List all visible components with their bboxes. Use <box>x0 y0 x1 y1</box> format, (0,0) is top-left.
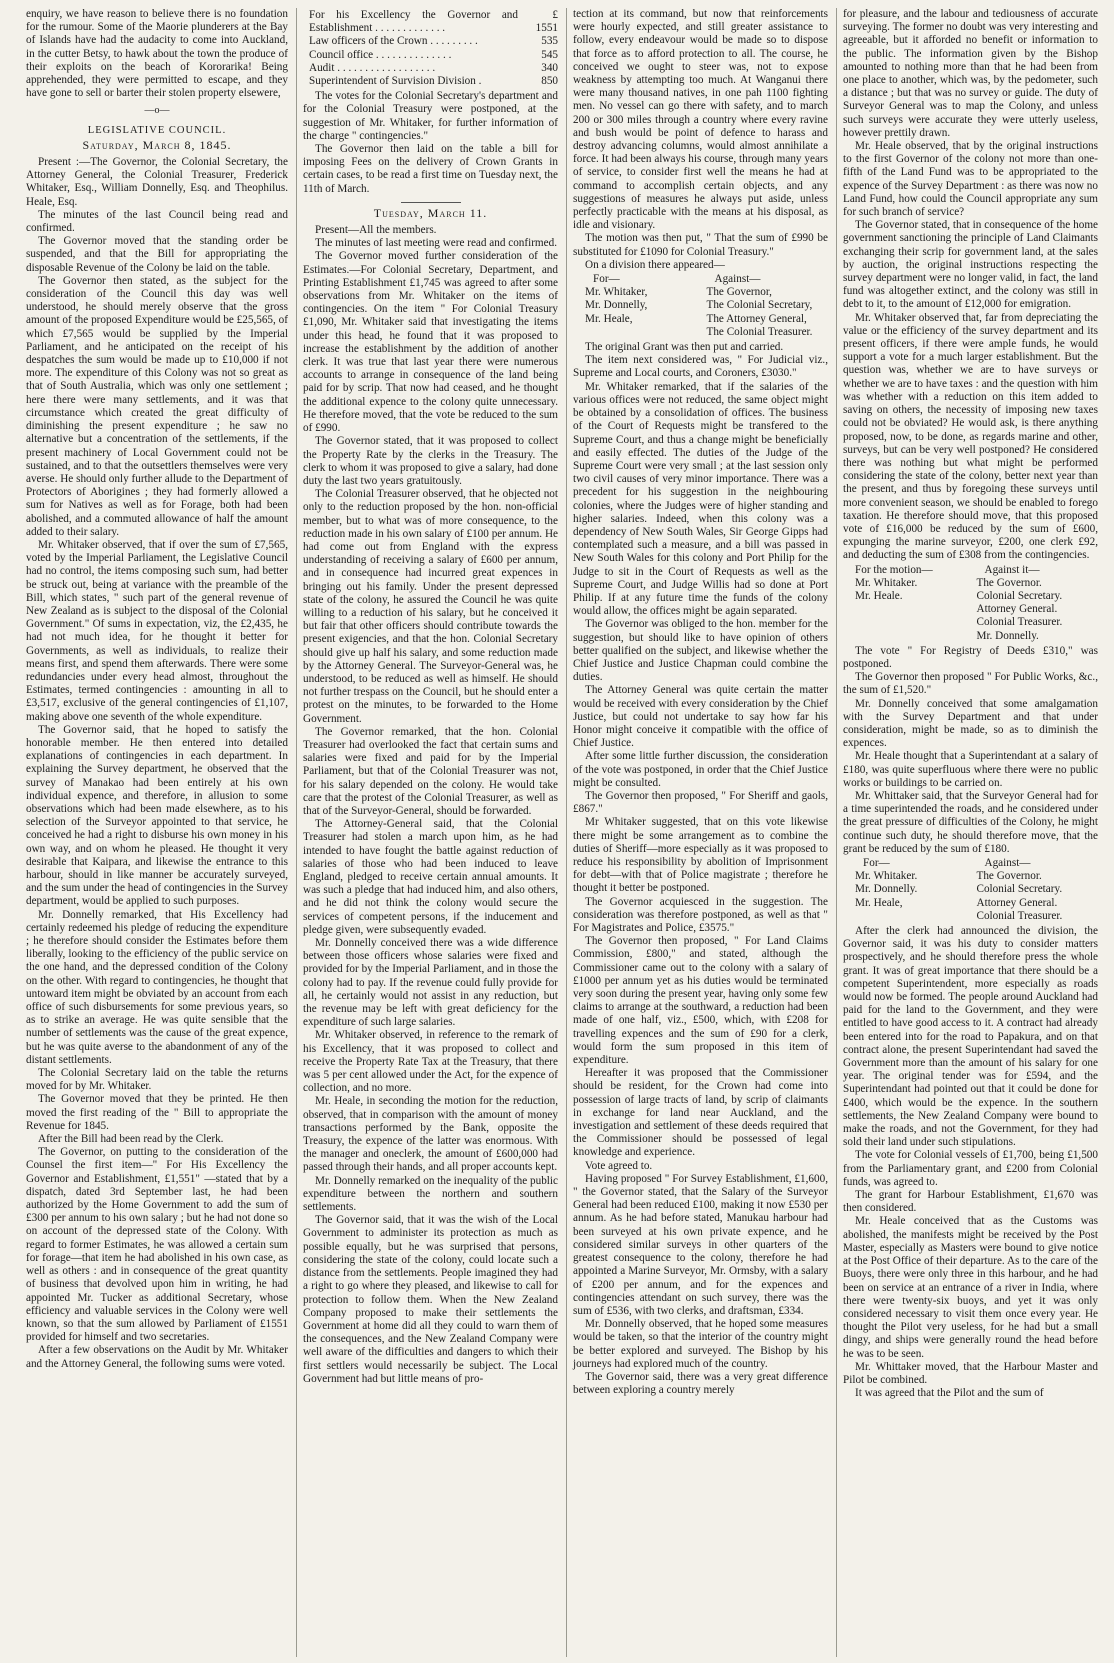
date-heading: Saturday, March 8, 1845. <box>82 137 232 152</box>
currency-mark: £ <box>552 9 558 21</box>
paragraph: After a few observations on the Audit by Mr. Whitaker and the Attorney General, the following sums were voted. <box>26 1344 288 1370</box>
paragraph: The item next considered was, " For Judicial viz., Supreme and Local courts, and Coroners, £3030." <box>573 354 828 380</box>
column-2 <box>296 8 558 1657</box>
paragraph: Mr. Heale conceived that as the Customs was abolished, the manifests might be received by the Post Master, especially as Masters were bound to give notice at the Post Office of their departure. As to the care of the Buoys, there were only three in this harbour, and he had been on service at an entrance of a river in India, where there were twenty-six buoys, and yet it was only considered necessary to visit them once every year. He thought the Pilot very useless, for he had but a small dingy, and ships were generally round the head before he was to be seen. <box>843 1215 1098 1360</box>
paragraph: After the Bill had been read by the Clerk. <box>38 1133 224 1146</box>
vote-against-member: Colonial Treasurer. <box>976 616 1063 629</box>
paragraph: The Governor stated, that in consequence of the home government sanctioning the principle of Land Claimants exchanging their scrip for government land, at the sales by auction, the original instructions respecting the survey department were no longer valid, in fact, the land fund was altogether extinct, and the colony was still in debt to it, to the amount of £12,000 for emigration. <box>843 219 1098 311</box>
estimate-amount: 850 <box>541 75 558 88</box>
vote-for-member: Mr. Whitaker. <box>855 870 918 883</box>
paragraph: The Governor then stated, as the subject for the consideration of the Council this day was well understood, he should merely observe that the gross amount of the proposed Expenditure would be £25,565, of which £7,565 would be supplied by the Imperial Parliament, and he anticipated on the receipt of his despatches the sum would be made up to £10,000 if not more. The expenditure of this Colony was not so great as that of South Australia, which was only one settlement ; here there were many settlements, and it was that circumstance which created the great difficulty of diminishing the present expenditure ; he saw no alternative but a concentration of the settlements, if the present machinery of Local Government could not be sustained, and to that the outsettlers themselves were very averse. He should only further allude to the Department of Protectors of Aborigines ; they had formerly allowed a sum for Natives as well as for Forage, both had been abolished, and a commuted allowance of half the amount added to their salary. <box>26 274 288 538</box>
paragraph: The motion was then put, " That the sum of £990 be substituted for £1090 for Colonial Treasury." <box>573 232 828 258</box>
paragraph: Mr. Heale observed, that by the original instructions to the first Governor of the colony not more than one-fifth of the Land Fund was to be appropriated to the expence of the Survey Department : as there was now no Land Fund, how could the Council appropriate any sum for such branch of service? <box>843 140 1098 219</box>
vote-against-heading: Against it— <box>984 563 1040 576</box>
estimate-label: Council office . . . . . . . . . . . . . . <box>309 48 452 61</box>
estimate-label: Superintendent of Survision Division . <box>309 75 482 88</box>
paragraph: Mr. Whittaker said, that the Surveyor General had for a time superintended the roads, and he considered under the great pressure of difficulties of the Colony, he might continue such duty, he should therefore move, that the grant be reduced by the sum of £180. <box>843 789 1098 855</box>
vote-for-member: Mr. Whitaker, <box>585 286 648 299</box>
estimates-table <box>303 9 558 88</box>
vote-for-heading: For the motion— <box>855 563 933 576</box>
paragraph: Mr Whitaker suggested, that on this vote likewise there might be some arrangement as to combine the duties of Sheriff—more especially as it was proposed to reduce his responsibility by abolition of Imprisonment for debt—with that of Police magistrate ; therefore he thought it better be postponed. <box>573 816 828 895</box>
paragraph: The Governor then laid on the table a bill for imposing Fees on the delivery of Crown Grants in certain cases, to be read a first time on Tuesday next, the 11th of March. <box>303 143 558 195</box>
column-4 <box>836 8 1098 1657</box>
paragraph: The Governor then proposed " For Public Works, &c., the sum of £1,520." <box>843 671 1098 697</box>
estimate-label: Audit . . . . . . . . . . . . . . . . . . <box>309 61 436 74</box>
table-row <box>303 75 558 88</box>
paragraph: The Governor stated, that it was proposed to collect the Property Rate by the clerks in the Treasury. The clerk to whom it was proposed to give a salary, had done duty the last two years gratuitously. <box>303 435 558 487</box>
date-heading: Tuesday, March 11. <box>373 205 488 220</box>
vote-against-member: The Governor, <box>706 286 772 299</box>
paragraph: The Governor said, that it was the wish of the Local Government to administer its protection as much as possible equally, but he was surprised that persons, considering the state of the colony, could locate such a distance from the settlements. People imagined they had a right to go where they pleased, and likewise to call for protection to follow them. When the New Zealand Company proposed to make their settlements the Government at home did all they could to warn them of the consequences, and the New Zealand Company were well aware of the difficulties and dangers to which their first settlers would necessarily be subject. The Local Government had but little means of pro- <box>303 1214 558 1385</box>
table-row <box>303 9 558 35</box>
vote-against-member: The Governor. <box>976 870 1042 883</box>
estimate-label: For his Excellency the Governor and Establishment . . . . . . . . . . . . . <box>309 9 518 35</box>
estimate-amount: 340 <box>541 61 558 74</box>
paragraph: Mr. Whitaker observed, in reference to the remark of his Excellency, that it was proposed to collect and receive the Property Rate Tax at the Treasury, that there was 5 per cent allowed under the Act, for the expence of collection, and no more. <box>303 1029 558 1095</box>
paragraph: After the clerk had announced the division, the Governor said, it was his duty to consider matters prospectively, and he should therefore press the whole grant. It was of great importance that there should be a competent Superintendent, more especially as roads would now be formed. The people around Auckland had paid for the land to the Government, and they were entitled to have good access to it. A contract had already been entered into for the road to Papakura, and on that contract alone, the present Superintendant had saved the Government more than the amount of his salary for one year. The original tender was for £594, and the Superintendant had pointed out that it could be done for £400, which would be the expence. In the southern settlements, the New Zealand Company were bound to make the roads, and not the Government, for they had sold their land under such stipulations. <box>843 925 1098 1149</box>
vote-for-member: Mr. Heale, <box>855 896 903 909</box>
division-list <box>855 857 1098 923</box>
section-divider: —o— <box>144 105 170 117</box>
paragraph: The Governor moved that they be printed. He then moved the first reading of the " Bill to appropriate the Revenue for 1845. <box>26 1093 288 1132</box>
table-row <box>303 35 558 48</box>
table-row <box>303 49 558 62</box>
paragraph: On a division there appeared— <box>585 258 725 271</box>
table-row <box>303 62 558 75</box>
paragraph: Mr. Donnelly conceived there was a wide difference between those officers whose salaries were fixed and provided for by the Imperial Parliament, and in those the colony had to pay. If the revenue could fully provide for all, he certainly would not assist in any reduction, but the revenue may be left with great deficiency for the expenditure of such large salaries. <box>303 937 558 1029</box>
vote-against-member: The Colonial Treasurer. <box>706 325 813 338</box>
paragraph: The Governor then proposed, " For Land Claims Commission, £800," and stated, although the Commissioner came out to the colony with a salary of £1000 per annum yet as his duties would be terminated very soon during the present year, having only some few claims to arrange at the southward, a reduction had been made of one half, viz., £500, which, with £208 for travelling expences and the sum of £90 for a clerk, would form the sum proposed in this item of expenditure. <box>573 935 828 1067</box>
vote-for-member: Mr. Donnelly. <box>855 883 918 896</box>
paragraph: The Colonial Treasurer observed, that he objected not only to the reduction proposed by the hon. non-official member, but to what was of more consequence, to the reduction made in his own salary of £100 per annum. He had come out from England with the express understanding of receiving a salary of £600 per annum, and in consequence had incurred great expences in bringing out his family. Under the present depressed state of the colony, he assured the Council he was quite willing to a reduction of his salary, but he conceived it but fair that other officers should contribute towards the present exigencies, and that the hon. Colonial Secretary should give up half his salary, and some reduction made by the Attorney General. The Surveyor-General was, he understood, to be reduced as well as himself. He should not further trespass on the Council, but he should enter a protest on the minutes, to be forwarded to the Home Government. <box>303 488 558 725</box>
paragraph: It was agreed that the Pilot and the sum of <box>855 1387 1044 1400</box>
paragraph: The original Grant was then put and carried. <box>585 341 784 354</box>
paragraph: The Attorney-General said, that the Colonial Treasurer had stolen a march upon him, as he had intended to have fought the battle against reduction of salaries of those who had been induced to leave England, pledged to receive certain annual amounts. It was such a pledge that had induced him, and also others, and he did not think the colony would secure the services of competent persons, if the inducement and pledge given, were subsequently evaded. <box>303 818 558 936</box>
divider-rule <box>401 202 461 203</box>
vote-for-member: Mr. Heale. <box>855 589 903 602</box>
paragraph: for pleasure, and the labour and tediousness of accurate surveying. The former no doubt was very interesting and agreeable, but it afforded no benefit or information to the public. The information given by the Bishop amounted to nothing more than that he had been from one place to another, which was, by the pedometer, such a distance ; but that was no survey or guide. The duty of Surveyor General was to map the Colony, and unless such surveys were accurate they were utterly useless, however prettily drawn. <box>843 8 1098 139</box>
paragraph: The Governor remarked, that the hon. Colonial Treasurer had overlooked the fact that certain sums and salaries were fixed and paid for by the Imperial Parliament, but that of the Colonial Treasurer was not, for his salary depended on the colony. He would take care that the protest of the Colonial Treasurer, as well as that of the Surveyor-General, should be forwarded. <box>303 725 558 817</box>
paragraph: Hereafter it was proposed that the Commissioner should be resident, for the Crown had come into possession of large tracts of land, by scrip of claimants in exchange for land near Auckland, and the investigation and settlement of these deeds required that the Commissioner should be possessed of legal knowledge and experience. <box>573 1067 828 1159</box>
vote-for-column <box>855 857 977 923</box>
paragraph: Mr. Whitaker observed, that if over the sum of £7,565, voted by the Imperial Parliament, the Legislative Council had no control, the items composing such sum, had better be struck out, being at variance with the preamble of the Bill, which states, " such part of the general revenue of New Zealand as is subject to the disposal of the Colonial Government." Of sums in expectation, viz, the £2,435, he had not much idea, for he thought it better for Governments, as well as individuals, to realize their means first, and spend them afterwards. There were some redundancies under every head almost, throughout the Estimates, termed contingencies : amounting in all to £3,517, exclusive of the general contingencies of £1,107, making above one seventh of the whole expenditure. <box>26 538 288 723</box>
vote-against-heading: Against— <box>984 857 1031 869</box>
vote-against-member: Attorney General. <box>976 896 1058 909</box>
paragraph: The grant for Harbour Establishment, £1,670 was then considered. <box>843 1189 1098 1215</box>
paragraph: The votes for the Colonial Secretary's department and for the Colonial Treasury were postponed, at the suggestion of Mr. Whitaker, for further information of the charge " contingencies." <box>303 90 558 142</box>
paragraph: Vote agreed to. <box>585 1159 653 1172</box>
paragraph: enquiry, we have reason to believe there is no foundation for the rumour. Some of the Maorie plunderers at the Bay of Islands have had the audacity to come into Auckland, in the cutter Betsy, to hawk about the town the produce of their exploits on the beach of Kororarika! Being apprehended, they were permitted to escape, and they have gone to sell or barter their stolen property elsewere, <box>26 8 288 100</box>
vote-for-member: Mr. Whitaker. <box>855 576 918 589</box>
vote-for-heading: For— <box>593 273 620 286</box>
paragraph: Mr. Heale thought that a Superintendant at a salary of £180, was quite superfluous where there were no public works or buildings to be carried on. <box>843 750 1098 789</box>
paragraph: The minutes of the last Council being read and confirmed. <box>26 208 288 235</box>
paragraph: Mr. Donnelly remarked on the inequality of the public expenditure between the northern and southern settlements. <box>303 1174 558 1214</box>
paragraph: The vote for Colonial vessels of £1,700, being £1,500 from the Parliamentary grant, and £200 from Colonial funds, was agreed to. <box>843 1149 1098 1188</box>
paragraph: Mr. Whitaker remarked, that if the salaries of the various offices were not reduced, the same object might be obtained by a consolidation of offices. The business of the Court of Requests might be transfered to the Supreme Court, and thus a change might be beneficially and easily effected. The duties of the Judge of the Supreme Court were very small ; at the last session only two civil causes of very minor importance. There was a precedent for his suggestion in the neighbouring colonies, where the Judges were of higher standing and higher salaries. Indeed, when this colony was a dependency of New South Wales, Sir George Gipps had contemplated such a measure, and a bill was passed in New South Wales for this colony and Port Philip for the Judge to sit in the Court of Requests as well as the Supreme Court, and Judge Willis had so done at Port Philip. If at any future time the funds of the colony would allow, the offices might be again separated. <box>573 380 828 618</box>
vote-against-heading: Against— <box>714 273 761 286</box>
paragraph: The Governor was obliged to the hon. member for the suggestion, but should like to have opinion of others better qualified on the subject, and likewise whether the Chief Justice and Justice Chapman could combine the duties. <box>573 618 828 684</box>
paragraph: The Attorney General was quite certain the matter would be received with every consideration by the Chief Justice, but could not undertake to say how far his Honor might conceive it compatible with the office of Chief Justice. <box>573 684 828 750</box>
paragraph: The Governor moved that the standing order be suspended, and that the Bill for appropriating the disposable Revenue of the Colony be laid on the table. <box>26 235 288 274</box>
paragraph: Mr. Whitaker observed that, far from depreciating the value or the efficiency of the survey department and its present officers, if there were ample funds, he would support a vote for a much larger establishment. But the question was, whether we are to have surveys or whether we are to have taxes : and the question with him was whether with a reduction on this item added to saving on others, the necessity of imposing new taxes could not be obviated? He would ask, is there anything proposed, now, to be done, as regards marine and other, surveys, but can be very well postponed? He considered there was nothing but what might be performed considering the state of the colony, better next year than the present, and thus by foregoing these surveys until more convenient season, we should be enabled to forego taxation. He therefore should move, that this proposed vote of £16,000 be reduced by the sum of £600, expunging the marine surveyor, £200, one clerk £92, and deducting the sum of £308 from the contingencies. <box>843 311 1098 562</box>
estimate-amount: 545 <box>541 48 558 61</box>
paragraph: Mr. Donnelly conceived that some amalgamation with the Survey Department and that under consideration, might be made, so as to diminish the expences. <box>843 697 1098 750</box>
estimate-amount: 535 <box>541 35 558 48</box>
paragraph: Mr. Heale, in seconding the motion for the reduction, observed, that in comparison with the amount of money transactions performed by the Bank, opposite the Treasury, the expence of the latter was enormous. With the manager and oneclerk, the amount of £600,000 had passed through their hands, and all proper accounts kept. <box>303 1095 558 1174</box>
estimate-label: Law officers of the Crown . . . . . . . . . <box>309 35 478 48</box>
paragraph: The vote " For Registry of Deeds £310," was postponed. <box>843 644 1098 670</box>
vote-for-column <box>855 564 977 643</box>
paragraph: The Colonial Secretary laid on the table the returns moved for by Mr. Whitaker. <box>26 1067 288 1093</box>
vote-against-member: Attorney General. <box>976 603 1058 616</box>
paragraph: The minutes of last meeting were read and confirmed. <box>315 237 557 250</box>
amount-value: 1551 <box>535 22 558 35</box>
column-3 <box>566 8 828 1657</box>
paragraph: Mr. Whittaker moved, that the Harbour Master and Pilot be combined. <box>843 1360 1098 1386</box>
vote-against-member: Colonial Treasurer. <box>976 909 1063 922</box>
paragraph: Present :—The Governor, the Colonial Secretary, the Attorney General, the Colonial Treasurer, Frederick Whitaker, Esq., William Donnelly, Esq. and Theophilus. Heale, Esq. <box>26 156 288 208</box>
vote-against-column <box>977 564 1099 643</box>
division-list <box>855 564 1098 643</box>
vote-against-member: The Governor. <box>976 576 1042 589</box>
estimate-amount <box>518 9 558 35</box>
paragraph: Mr. Donnelly remarked, that His Excellency had certainly redeemed his pledge of reducing the expenditure ; he therefore should consider the Estimates before them liberally, looking to the efficiency of the public service on the one hand, and the depressed condition of the Colony on the other. With regard to contingencies, he thought that untoward item might be obviated by an account from each office of such disbursements for some previous years, so as to strike an average. He was quite sensible that the number of settlements was the cause of the great expence, but he was quite averse to the abandonment of any of the distant settlements. <box>26 908 288 1066</box>
paragraph: Mr. Donnelly observed, that he hoped some measures would be taken, so that the interior of the country might be better explored and surveyed. The Bishop by his journeys had explored much of the country. <box>573 1318 828 1370</box>
vote-for-member: Mr. Heale, <box>585 312 633 325</box>
vote-against-column <box>707 273 829 339</box>
paragraph: The Governor said, there was a very great difference between exploring a country merely <box>573 1370 828 1397</box>
vote-against-member: The Attorney General, <box>706 312 807 325</box>
paragraph: The Governor moved further consideration of the Estimates.—For Colonial Secretary, Department, and Printing Establishment £1,745 was agreed to after some observations from Mr. Whitaker on the items of contingencies. On the item " For Colonial Treasury £1,090, Mr. Whitaker said that investigating the items under this head, he found that it was proposed to increase the establishment by the addition of another clerk. It was true that last year there were numerous accounts to arrange in consequence of the land being paid for by scrip. That now had ceased, and he thought the additional expence to the colony quite unnecessary. He therefore moved, that the vote be reduced to the sum of £990. <box>303 250 558 435</box>
paragraph: The Governor then proposed, " For Sheriff and gaols, £867." <box>573 789 828 816</box>
vote-against-member: Colonial Secretary. <box>976 589 1063 602</box>
paragraph: Having proposed " For Survey Establishment, £1,600, " the Governor stated, that the Salary of the Surveyor General had been reduced £100, making it now £530 per annum. As he had before stated, Manukau harbour had been surveyed at his own private expence, and he considered similar surveys in other quarters of the greatest consequence to the colony, therefore he had appointed a Marine Surveyor, Mr. Ormsby, with a salary of £200 per annum, and for the expences and contingencies attendant on such survey, there was the sum of £536, with two clerks, and draftsman, £334. <box>573 1172 828 1317</box>
paragraph: tection at its command, but now that reinforcements were hourly expected, and still greater assistance to follow, every endeavour would be made so to dispose that force as to afford protection to all. The course, he conceived we ought to steer was, not to expose weakness by attempting too much. At Wanganui there were many thousand natives, in one pah 1100 fighting men. No vessel can go there with safety, and to march 200 or 300 miles through a country where every ravine and bush would be point of defence to harass and destroy advancing columns, would almost annihilate a force. It had been always his course, through many years of service, to consider first well the means he had at command to accomplish certain objects, and any suggestions of measures he always put aside, unless perfectly practicable with the means at his disposal, as idle and visionary. <box>573 8 828 232</box>
paragraph: The Governor acquiesced in the suggestion. The consideration was therefore postponed, as well as that " For Magistrates and Police, £3575." <box>573 895 828 935</box>
section-heading: LEGISLATIVE COUNCIL. <box>87 124 227 136</box>
paragraph: The Governor said, that he hoped to satisfy the honorable member. He then entered into detailed explanations of contingencies in each department. In explaining the Survey department, he observed that the survey of Manakao had been entirely at his own individual expence, and therefore, in allusion to some observations which had been made elsewhere, as to his selection of the Surveyor appointed to that service, he conceived he had a right to disburse his own money in his own way, and on whom he pleased. He thought it very desirable that Kaipara, and likewise the entrance to this harbour, should in like manner be accurately surveyed, and the sum under the head of contingencies in the Survey department, would be applied to such purposes. <box>26 723 288 908</box>
column-1 <box>26 8 288 1657</box>
vote-for-member: Mr. Donnelly, <box>585 299 648 312</box>
paragraph: The Governor, on putting to the consideration of the Counsel the first item—" For His Excellency the Governor and Establishment, £1,551" —stated that by a dispatch, dated 3rd September last, he had been authorized by the Home Government to add the sum of £300 per annum to his own salary ; but he had not done so on account of the depressed state of the Colony. With regard to former Estimates, he was allowed a certain sum for forage—that item he had abolished in his own case, as well as others : and in consequence of the great quantity of business that devolved upon him in writing, he had appointed Mr. Tucker as additional Secretary, whose efficiency and valuable services in the Colony were well known, so that the sum allowed by Parliament of £1551 provided for himself and two secretaries. <box>26 1146 288 1344</box>
vote-for-column <box>585 273 707 339</box>
vote-against-column <box>977 857 1099 923</box>
vote-for-heading: For— <box>863 857 890 869</box>
paragraph: After some little further discussion, the consideration of the vote was postponed, in order that the Chief Justice might be consulted. <box>573 750 828 789</box>
vote-against-member: Mr. Donnelly. <box>976 629 1039 642</box>
division-list <box>585 273 828 339</box>
vote-against-member: The Colonial Secretary, <box>706 299 813 312</box>
vote-against-member: Colonial Secretary. <box>976 883 1063 896</box>
paragraph: Present—All the members. <box>315 224 437 237</box>
